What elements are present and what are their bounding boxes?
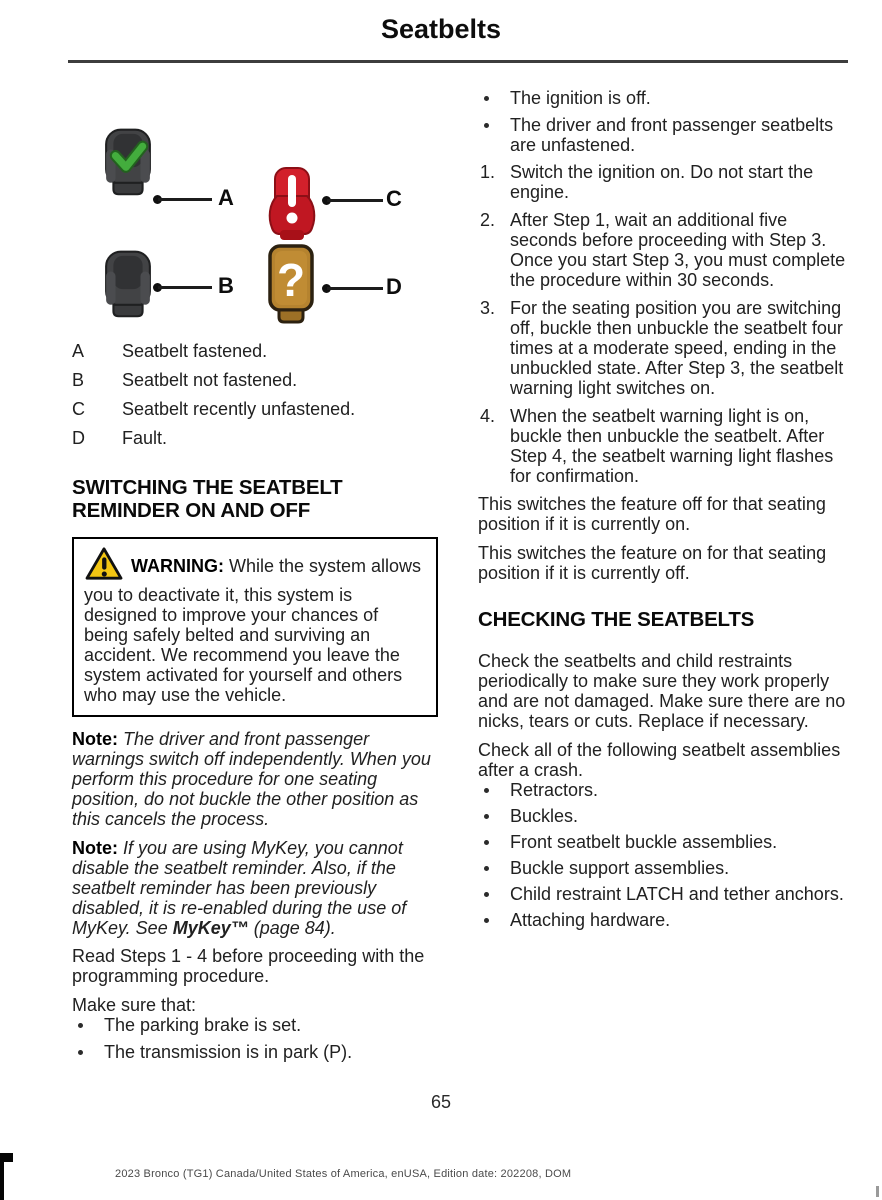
step-item [478,406,846,486]
bullet-text: The parking brake is set. [104,1015,302,1035]
list-item [478,115,846,155]
scan-artifact-speck [876,1186,879,1197]
bullet-text: The driver and front passenger seatbelts are unfastened. [510,115,834,155]
list-item [72,1042,438,1062]
scan-artifact-corner [0,1153,4,1200]
bullet-icon [484,123,489,128]
callout-line-b [158,286,212,289]
legend-row [72,342,438,361]
assemblies-list [478,780,846,930]
bullet-icon [484,918,489,923]
list-item [478,88,846,108]
callout-line-a [158,198,212,201]
legend-key: A [72,341,85,361]
precondition-list-right [478,88,846,155]
legend-key: D [72,428,85,448]
step-text: For the seating position you are switching off, buckle then unbuckle the seatbelt four times at a moderate speed, ending in the unbuckled state. After Step 3, the seatbelt warning light switches on. [510,298,844,398]
note-label: Note: [72,729,118,749]
page-number: 65 [430,1092,452,1112]
bullet-icon [78,1023,83,1028]
bullet-text: The ignition is off. [510,88,651,108]
bullet-text: Front seatbelt buckle assemblies. [510,832,778,852]
procedure-steps-list [478,162,846,486]
step-text: After Step 1, wait an additional five seconds before proceeding with Step 3. Once you start Step 3, you must complete the procedure within 30 seconds. [510,210,846,290]
bullet-text: Buckle support assemblies. [510,858,730,878]
section-heading-switching: SWITCHING THE SEATBELT REMINDER ON AND OFF [72,476,343,522]
check-seatbelts-paragraph: Check the seatbelts and child restraints periodically to make sure they work properly and are not damaged. Make sure there are no nicks, tears or cuts. Replace if necessary. [478,651,846,731]
read-steps-paragraph: Read Steps 1 - 4 before proceeding with the programming procedure. [72,946,425,986]
legend-desc: Seatbelt not fastened. [122,370,298,390]
legend-key: B [72,370,85,390]
list-item [478,806,846,826]
step-item [478,210,846,290]
list-item [478,884,846,904]
svg-text:?: ? [276,254,306,306]
note-independent [72,729,438,829]
warning-text: While the system allows you to deactivate it, this system is designed to improve your chances of being safely belted and surviving an accident. We recommend you leave the system activated for yourself and others who may use the vehicle. [84,556,422,705]
callout-letter-c: C [386,186,402,211]
step-number: 3. [480,298,496,318]
left-column [72,88,438,1069]
footer-edition-line: 2023 Bronco (TG1) Canada/United States of America, enUSA, Edition date: 202208, DOM [115,1168,572,1180]
feature-on-paragraph: This switches the feature on for that seating position if it is currently off. [478,543,827,583]
bullet-icon [484,866,489,871]
make-sure-paragraph: Make sure that: [72,995,197,1015]
note-text: (page 84). [248,918,336,938]
step-number: 4. [480,406,496,426]
callout-letter-b: B [218,273,234,298]
warning-paragraph [84,547,426,705]
note-text: If you are using MyKey, you cannot disable the seatbelt reminder. Also, if the seatbelt reminder has been previously disabled, it is re-enabled during the use of MyKey. See [72,838,407,938]
warning-box [72,537,438,717]
step-item [478,162,846,202]
legend-desc: Fault. [122,428,168,448]
list-item [478,910,846,930]
title-rule [68,60,848,63]
bullet-icon [484,96,489,101]
page-title: Seatbelts [380,14,502,44]
step-item [478,298,846,398]
callout-line-c [327,199,383,202]
seat-recently-unfastened-icon [266,166,318,248]
list-item [478,832,846,852]
note-mykey [72,838,438,938]
step-text: When the seatbelt warning light is on, buckle then unbuckle the seatbelt. After Step 4, the seatbelt warning light flashes for confirmation. [510,406,834,486]
seat-not-fastened-icon [103,246,153,328]
legend-row [72,400,438,419]
after-crash-paragraph: Check all of the following seatbelt assemblies after a crash. [478,740,841,780]
bullet-text: Retractors. [510,780,599,800]
legend-desc: Seatbelt fastened. [122,341,268,361]
bullet-icon [484,892,489,897]
bullet-icon [484,840,489,845]
legend [72,342,438,448]
bullet-text: Attaching hardware. [510,910,671,930]
step-number: 2. [480,210,496,230]
bullet-text: Buckles. [510,806,579,826]
bullet-icon [484,814,489,819]
seatbelt-status-diagram [72,128,438,324]
bullet-text: The transmission is in park (P). [104,1042,353,1062]
bullet-text: Child restraint LATCH and tether anchors. [510,884,844,904]
seat-fault-icon [266,244,316,328]
legend-key: C [72,399,85,419]
mykey-reference: MyKey™ [172,918,249,938]
list-item [478,780,846,800]
right-column [478,88,846,936]
callout-line-d [327,287,383,290]
callout-letter-a: A [218,185,234,210]
section-heading-checking: CHECKING THE SEATBELTS [478,608,755,631]
feature-off-paragraph: This switches the feature off for that seating position if it is currently on. [478,494,826,534]
note-text: The driver and front passenger warnings switch off independently. When you perform this procedure for one seating position, do not buckle the other position as this cancels the process. [72,729,431,829]
step-number: 1. [480,162,496,182]
list-item [72,1015,438,1035]
list-item [478,858,846,878]
warning-label: WARNING: [131,556,224,576]
callout-letter-d: D [386,274,402,299]
bullet-icon [484,788,489,793]
seat-fastened-icon [103,128,153,202]
note-label: Note: [72,838,118,858]
legend-row [72,429,438,448]
warning-triangle-icon [84,547,124,585]
bullet-icon [78,1050,83,1055]
step-text: Switch the ignition on. Do not start the engine. [510,162,814,202]
legend-row [72,371,438,390]
precondition-list-left [72,1015,438,1062]
legend-desc: Seatbelt recently unfastened. [122,399,356,419]
